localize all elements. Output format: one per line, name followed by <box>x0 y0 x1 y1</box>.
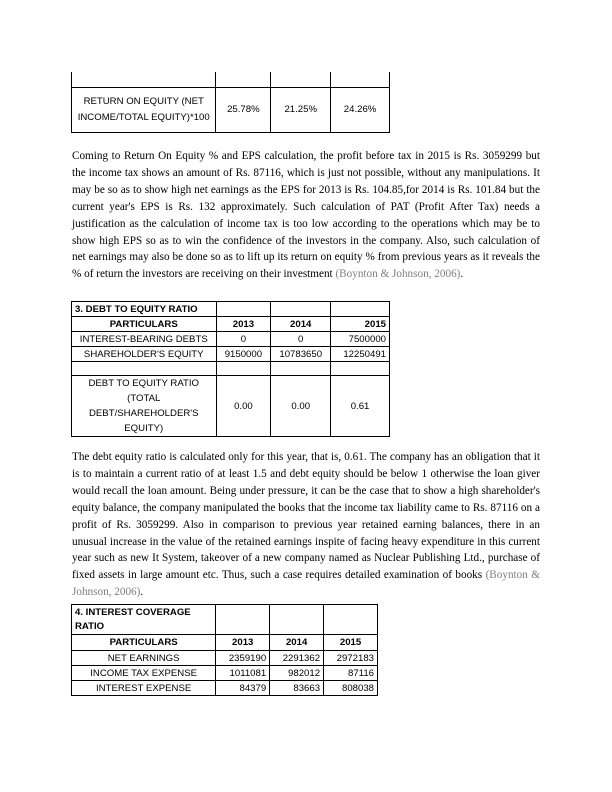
table-row: INTEREST-BEARING DEBTS 0 0 7500000 <box>72 332 390 347</box>
roe-2013: 25.78% <box>216 87 271 132</box>
table-header-row: PARTICULARS 2013 2014 2015 <box>72 317 390 332</box>
roe-2015: 24.26% <box>331 87 390 132</box>
table-header-row: PARTICULARS 2013 2014 2015 <box>72 635 378 651</box>
paragraph-debt-equity: The debt equity ratio is calculated only for this year, that is, 0.61. The company has an obligation that it is to maintain a current ratio of at least 1.5 and debt equity should be below 1 otherwise the loan giver would recall the loan amount. Being under pressure, it can be the case that to show a high shareholder's equity balance, the company manipulated the books that the income tax liability came to Rs. 87116 on a profit of Rs. 3059299. Also in comparison to previous year retained earning balances, there in an unusual increase in the value of the retained earnings inspite of facing heavy expenditure in this current year such as new It System, takeover of a new company named as Nuclear Publishing Ltd., purchase of fixed assets in large amount etc. Thus, such a case requires detailed examination of books (Boynton & Johnson, 2006). <box>72 451 540 599</box>
paragraph-roe-eps: Coming to Return On Equity % and EPS calculation, the profit before tax in 2015 is Rs. 3059299 but the income tax shows an amount of Rs. 87116, which is just not possible, without any manipulations. It may be so as to show high net earnings as the EPS for 2013 is Rs. 104.85,for 2014 is Rs. 101.84 but the current year's EPS is Rs. 132 approximately. Such calculation of PAT (Profit After Tax) needs a justification as the calculation of income tax is too low according to the operations which may be to show high EPS so as to win the confidence of the investors in the company. Also, such calculation of net earnings may also be done so as to lift up its return on equity % from previous years as it reveals the % of return the investors are receiving on their investment (Boynton & Johnson, 2006). <box>72 150 540 281</box>
table-row <box>72 72 390 87</box>
citation: (Boynton & Johnson, 2006) <box>335 268 461 281</box>
roe-2014: 21.25% <box>271 87 331 132</box>
table-row <box>72 605 378 635</box>
debt-equity-table <box>71 301 390 437</box>
debt-equity-ratio-label: DEBT TO EQUITY RATIO (TOTAL DEBT/SHAREHOLDER'S EQUITY) <box>72 376 217 437</box>
table-row: INCOME TAX EXPENSE 1011081 982012 87116 <box>72 666 378 681</box>
table-row <box>72 302 390 317</box>
table-row <box>72 87 390 132</box>
table-row: SHAREHOLDER'S EQUITY 9150000 10783650 12250491 <box>72 347 390 362</box>
table-row <box>72 362 390 376</box>
table-row: INTEREST EXPENSE 84379 83663 808038 <box>72 681 378 696</box>
citation: (Boynton & Johnson, 2006) <box>72 569 540 599</box>
table-title: 4. INTEREST COVERAGE RATIO <box>72 605 216 635</box>
interest-coverage-table <box>71 604 378 696</box>
roe-table <box>71 72 390 133</box>
table-title: 3. DEBT TO EQUITY RATIO <box>72 302 217 317</box>
table-row: NET EARNINGS 2359190 2291362 2972183 <box>72 651 378 666</box>
table-row: DEBT TO EQUITY RATIO (TOTAL DEBT/SHAREHOLDER'S EQUITY) 0.00 0.00 0.61 <box>72 376 390 437</box>
roe-label: RETURN ON EQUITY (NET INCOME/TOTAL EQUITY)*100 <box>72 87 216 132</box>
